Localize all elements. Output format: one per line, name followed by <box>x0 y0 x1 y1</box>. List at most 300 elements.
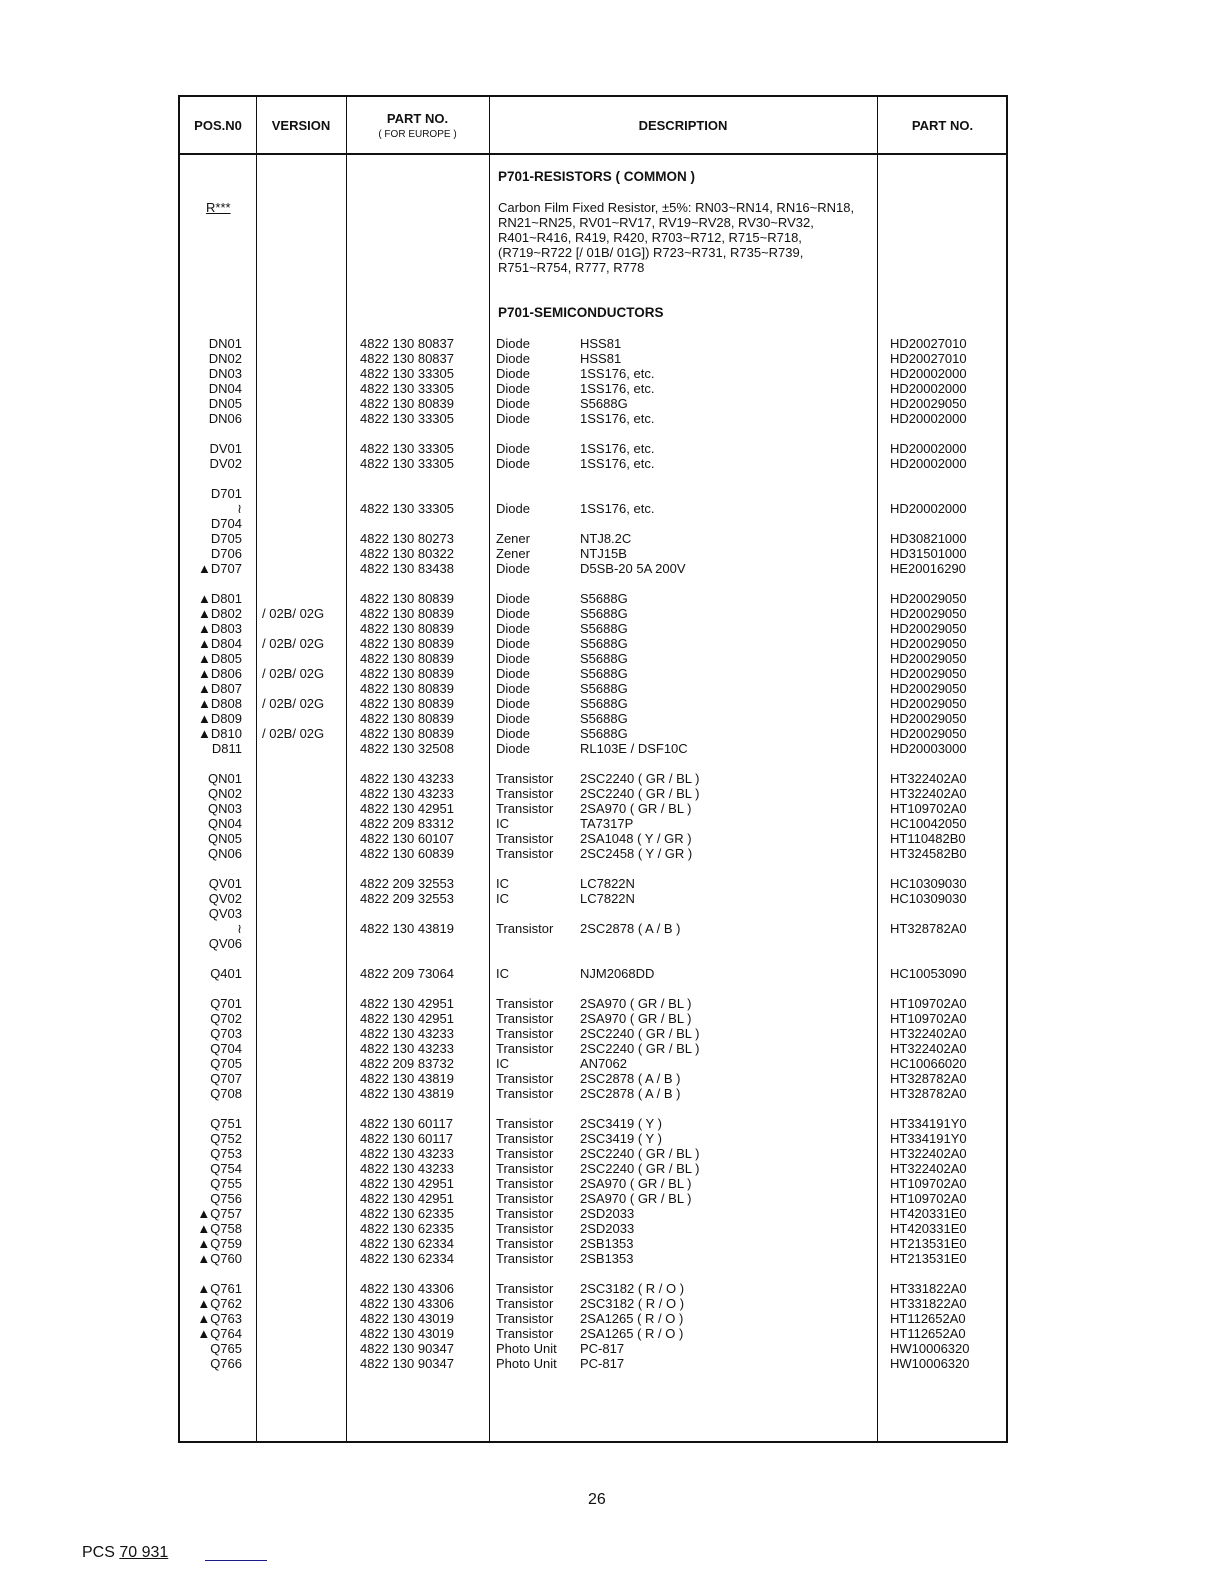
cell-part: 4822 209 73064 <box>360 966 454 981</box>
table-row <box>180 456 1010 471</box>
cell-part: 4822 130 60107 <box>360 831 454 846</box>
cell-part: 4822 130 43233 <box>360 1041 454 1056</box>
cell-name: S5688G <box>580 591 628 606</box>
cell-code: HT328782A0 <box>890 1086 967 1101</box>
cell-part: 4822 130 80837 <box>360 351 454 366</box>
cell-code: HT322402A0 <box>890 1041 967 1056</box>
table-row <box>180 561 1010 576</box>
cell-name: 2SA1048 ( Y / GR ) <box>580 831 692 846</box>
cell-part: 4822 130 43019 <box>360 1326 454 1341</box>
cell-pos: Q755 <box>210 1176 242 1191</box>
cell-code: HE20016290 <box>890 561 966 576</box>
cell-part: 4822 130 42951 <box>360 996 454 1011</box>
cell-type: Transistor <box>496 1116 554 1131</box>
header-pos-label: POS.N0 <box>194 117 242 133</box>
cell-part: 4822 130 33305 <box>360 441 454 456</box>
cell-name: 2SA970 ( GR / BL ) <box>580 1191 692 1206</box>
cell-ver: / 02B/ 02G <box>262 636 325 651</box>
cell-type: Transistor <box>496 1176 554 1191</box>
table-row <box>180 396 1010 411</box>
cell-code: HT213531E0 <box>890 1251 967 1266</box>
cell-name: D5SB-20 5A 200V <box>580 561 686 576</box>
cell-type: Diode <box>496 681 530 696</box>
cell-pos: ▲Q763 <box>197 1311 242 1326</box>
cell-name: TA7317P <box>580 816 634 831</box>
cell-type: Diode <box>496 456 530 471</box>
cell-part: 4822 130 60839 <box>360 846 454 861</box>
table-row <box>180 1251 1010 1266</box>
cell-type: IC <box>496 1056 509 1071</box>
cell-part: 4822 130 80839 <box>360 711 454 726</box>
cell-name: RL103E / DSF10C <box>580 741 688 756</box>
cell-code: HD20029050 <box>890 696 967 711</box>
cell-name: 2SD2033 <box>580 1221 635 1236</box>
table-row <box>180 516 1010 531</box>
table-row <box>180 591 1010 606</box>
cell-pos: Q401 <box>210 966 242 981</box>
table-row <box>180 441 1010 456</box>
cell-name: S5688G <box>580 606 628 621</box>
cell-type: Diode <box>496 651 530 666</box>
table-row <box>180 411 1010 426</box>
cell-name: 2SC2240 ( GR / BL ) <box>580 1026 700 1041</box>
cell-type: Diode <box>496 591 530 606</box>
cell-code: HT109702A0 <box>890 996 967 1011</box>
table-row <box>180 786 1010 801</box>
cell-name: NTJ15B <box>580 546 627 561</box>
cell-name: HSS81 <box>580 351 622 366</box>
document-code-number: 70 931 <box>119 1544 169 1561</box>
cell-code: HC10053090 <box>890 966 967 981</box>
cell-type: Transistor <box>496 1311 554 1326</box>
cell-code: HT213531E0 <box>890 1236 967 1251</box>
document-code <box>82 1544 168 1562</box>
cell-name: S5688G <box>580 726 628 741</box>
cell-pos: ▲Q764 <box>197 1326 242 1341</box>
table-row <box>180 711 1010 726</box>
table-row <box>180 1056 1010 1071</box>
cell-name: 2SC2240 ( GR / BL ) <box>580 1041 700 1056</box>
table-row <box>180 1176 1010 1191</box>
cell-pos: Q703 <box>210 1026 242 1041</box>
table-row <box>180 351 1010 366</box>
header-part-sublabel: ( FOR EUROPE ) <box>378 128 457 140</box>
cell-code: HT322402A0 <box>890 771 967 786</box>
cell-name: S5688G <box>580 681 628 696</box>
cell-code: HD30821000 <box>890 531 967 546</box>
cell-code: HT110482B0 <box>890 831 966 846</box>
cell-pos: Q752 <box>210 1131 242 1146</box>
cell-code: HW10006320 <box>890 1356 970 1371</box>
cell-type: Transistor <box>496 1236 554 1251</box>
cell-code: HT109702A0 <box>890 1011 967 1026</box>
cell-pos: Q704 <box>210 1041 242 1056</box>
cell-pos: DN02 <box>208 351 242 366</box>
cell-type: Transistor <box>496 921 554 936</box>
cell-part: 4822 130 80839 <box>360 621 454 636</box>
cell-code: HD20029050 <box>890 396 967 411</box>
cell-pos: QV03 <box>208 906 242 921</box>
cell-name: 2SC2240 ( GR / BL ) <box>580 1146 700 1161</box>
cell-pos: QV01 <box>208 876 242 891</box>
cell-type: Transistor <box>496 831 554 846</box>
cell-part: 4822 130 43233 <box>360 786 454 801</box>
cell-part: 4822 130 80839 <box>360 651 454 666</box>
cell-pos: QV06 <box>208 936 242 951</box>
header-part-label: PART NO. <box>386 110 449 126</box>
cell-code: HT420331E0 <box>890 1221 967 1236</box>
table-row <box>180 966 1010 981</box>
cell-name: 2SC3419 ( Y ) <box>580 1116 662 1131</box>
table-row <box>180 996 1010 1011</box>
table-row <box>180 936 1010 951</box>
cell-code: HT328782A0 <box>890 1071 967 1086</box>
cell-part: 4822 130 33305 <box>360 381 454 396</box>
cell-name: 2SC2240 ( GR / BL ) <box>580 1161 700 1176</box>
cell-pos: D811 <box>211 741 242 756</box>
cell-name: S5688G <box>580 621 628 636</box>
cell-part: 4822 130 33305 <box>360 411 454 426</box>
table-row <box>180 1041 1010 1056</box>
cell-name: 2SA970 ( GR / BL ) <box>580 801 692 816</box>
cell-name: 2SC2240 ( GR / BL ) <box>580 786 700 801</box>
header-pos-no <box>180 97 256 153</box>
cell-type: Diode <box>496 366 530 381</box>
table-row <box>180 366 1010 381</box>
cell-name: LC7822N <box>580 876 635 891</box>
resistor-description: Carbon Film Fixed Resistor, ±5%: RN03~RN14, RN16~RN18, RN21~RN25, RV01~RV17, RV19~RV28, RV30~RV32, R401~R416, R419, R420, R703~R712, R715~R718, (R719~R722 [/ 01B/ 01G]) R723~R731, R735~R739, R751~R754, R777, R778 <box>498 200 855 275</box>
cell-pos: ▲Q757 <box>197 1206 242 1221</box>
cell-pos: QN03 <box>208 801 242 816</box>
document-code-prefix: PCS <box>82 1544 120 1561</box>
cell-code: HT109702A0 <box>890 1176 967 1191</box>
table-row <box>180 696 1010 711</box>
cell-name: 2SC2240 ( GR / BL ) <box>580 771 700 786</box>
cell-pos: D701 <box>210 486 242 501</box>
cell-part: 4822 130 32508 <box>360 741 454 756</box>
cell-type: Diode <box>496 381 530 396</box>
cell-part: 4822 130 90347 <box>360 1356 454 1371</box>
table-row <box>180 876 1010 891</box>
cell-type: Diode <box>496 741 530 756</box>
cell-pos: ▲Q758 <box>197 1221 242 1236</box>
cell-type: Diode <box>496 396 530 411</box>
cell-pos: DN06 <box>208 411 242 426</box>
cell-type: Transistor <box>496 1131 554 1146</box>
cell-pos: DV02 <box>209 456 242 471</box>
cell-code: HT328782A0 <box>890 921 967 936</box>
cell-pos: D705 <box>210 531 242 546</box>
cell-pos: D704 <box>210 516 242 531</box>
cell-name: 2SD2033 <box>580 1206 635 1221</box>
table-row <box>180 846 1010 861</box>
cell-part: 4822 130 80837 <box>360 336 454 351</box>
cell-type: Transistor <box>496 801 554 816</box>
cell-part: 4822 130 80839 <box>360 606 454 621</box>
cell-pos: DN05 <box>208 396 242 411</box>
cell-part: 4822 130 43306 <box>360 1296 454 1311</box>
cell-part: 4822 130 42951 <box>360 1011 454 1026</box>
cell-name: S5688G <box>580 666 628 681</box>
cell-code: HW10006320 <box>890 1341 970 1356</box>
table-row <box>180 501 1010 516</box>
cell-part: 4822 130 90347 <box>360 1341 454 1356</box>
cell-type: Diode <box>496 501 530 516</box>
cell-part: 4822 130 62335 <box>360 1221 454 1236</box>
cell-part: 4822 130 43819 <box>360 1071 454 1086</box>
cell-code: HD20027010 <box>890 336 967 351</box>
cell-code: HT112652A0 <box>890 1326 966 1341</box>
cell-pos: Q702 <box>210 1011 242 1026</box>
cell-code: HD20002000 <box>890 366 967 381</box>
table-row <box>180 1131 1010 1146</box>
cell-type: Transistor <box>496 1191 554 1206</box>
cell-code: HD20002000 <box>890 411 967 426</box>
cell-part: 4822 130 62334 <box>360 1251 454 1266</box>
cell-pos: Q705 <box>210 1056 242 1071</box>
cell-pos: Q707 <box>210 1071 242 1086</box>
cell-type: Transistor <box>496 1086 554 1101</box>
cell-pos: ▲D805 <box>198 651 242 666</box>
cell-type: Transistor <box>496 1161 554 1176</box>
table-row <box>180 1311 1010 1326</box>
cell-pos: ▲D707 <box>198 561 242 576</box>
cell-part: 4822 130 83438 <box>360 561 454 576</box>
cell-type: Photo Unit <box>496 1356 557 1371</box>
cell-part: 4822 130 80273 <box>360 531 454 546</box>
cell-code: HD20003000 <box>890 741 967 756</box>
cell-code: HT112652A0 <box>890 1311 966 1326</box>
cell-name: 2SA970 ( GR / BL ) <box>580 1011 692 1026</box>
cell-code: HC10309030 <box>890 891 967 906</box>
cell-code: HD20029050 <box>890 711 967 726</box>
cell-pos: QN06 <box>208 846 242 861</box>
section-title-semiconductors: P701-SEMICONDUCTORS <box>498 305 664 320</box>
table-row <box>180 1206 1010 1221</box>
cell-code: HT109702A0 <box>890 801 967 816</box>
cell-code: HD20029050 <box>890 681 967 696</box>
cell-name: 2SC3419 ( Y ) <box>580 1131 662 1146</box>
cell-name: 2SC2878 ( A / B ) <box>580 1071 681 1086</box>
cell-code: HD20029050 <box>890 726 967 741</box>
cell-name: 2SB1353 <box>580 1251 634 1266</box>
table-row <box>180 891 1010 906</box>
cell-part: 4822 130 80322 <box>360 546 454 561</box>
cell-pos: Q765 <box>210 1341 242 1356</box>
cell-type: Transistor <box>496 1146 554 1161</box>
parts-list-table <box>178 95 1008 1443</box>
header-divider <box>180 153 1006 155</box>
cell-part: 4822 130 62334 <box>360 1236 454 1251</box>
cell-type: Diode <box>496 696 530 711</box>
cell-type: Transistor <box>496 1071 554 1086</box>
cell-name: 1SS176, etc. <box>580 381 655 396</box>
table-row <box>180 906 1010 921</box>
cell-type: Transistor <box>496 996 554 1011</box>
cell-code: HD20002000 <box>890 501 967 516</box>
table-row <box>180 681 1010 696</box>
cell-name: 2SC3182 ( R / O ) <box>580 1281 685 1296</box>
cell-ver: / 02B/ 02G <box>262 696 325 711</box>
cell-name: 2SC2878 ( A / B ) <box>580 1086 681 1101</box>
cell-pos: QN01 <box>208 771 242 786</box>
cell-pos: ▲D802 <box>198 606 242 621</box>
table-row <box>180 666 1010 681</box>
cell-code: HT322402A0 <box>890 1161 967 1176</box>
cell-name: NJM2068DD <box>580 966 655 981</box>
cell-pos: DN01 <box>208 336 242 351</box>
cell-part: 4822 130 80839 <box>360 666 454 681</box>
cell-type: Diode <box>496 666 530 681</box>
cell-code: HD20002000 <box>890 456 967 471</box>
cell-code: HC10042050 <box>890 816 967 831</box>
cell-part: 4822 130 80839 <box>360 591 454 606</box>
document-code-underline <box>205 1560 267 1561</box>
cell-code: HD20029050 <box>890 621 967 636</box>
cell-name: S5688G <box>580 696 628 711</box>
cell-type: IC <box>496 966 509 981</box>
cell-part: 4822 130 43819 <box>360 1086 454 1101</box>
cell-pos: QV02 <box>208 891 242 906</box>
cell-name: PC-817 <box>580 1341 625 1356</box>
cell-pos: Q701 <box>210 996 242 1011</box>
header-description-label: DESCRIPTION <box>638 117 728 133</box>
cell-type: IC <box>496 816 509 831</box>
cell-type: Zener <box>496 531 530 546</box>
table-row <box>180 1221 1010 1236</box>
cell-type: Diode <box>496 636 530 651</box>
table-row <box>180 1281 1010 1296</box>
resistor-ref: R*** <box>206 200 231 215</box>
cell-type: Diode <box>496 711 530 726</box>
cell-part: 4822 130 43819 <box>360 921 454 936</box>
cell-code: HD20029050 <box>890 636 967 651</box>
cell-type: Transistor <box>496 771 554 786</box>
cell-name: S5688G <box>580 711 628 726</box>
header-part-no <box>877 97 1008 153</box>
table-row <box>180 1161 1010 1176</box>
cell-pos: ▲Q761 <box>197 1281 242 1296</box>
table-row <box>180 636 1010 651</box>
cell-name: 2SA1265 ( R / O ) <box>580 1311 684 1326</box>
cell-code: HD20027010 <box>890 351 967 366</box>
cell-pos: Q751 <box>210 1116 242 1131</box>
cell-name: HSS81 <box>580 336 622 351</box>
cell-part: 4822 209 83732 <box>360 1056 454 1071</box>
cell-pos: DV01 <box>209 441 242 456</box>
cell-type: Transistor <box>496 1296 554 1311</box>
cell-name: 2SC2458 ( Y / GR ) <box>580 846 693 861</box>
cell-name: PC-817 <box>580 1356 625 1371</box>
cell-name: 2SC2878 ( A / B ) <box>580 921 681 936</box>
table-row <box>180 1326 1010 1341</box>
cell-type: Transistor <box>496 1011 554 1026</box>
cell-pos: ▲D810 <box>198 726 242 741</box>
page-number: 26 <box>588 1491 606 1508</box>
table-row <box>180 531 1010 546</box>
cell-pos: Q753 <box>210 1146 242 1161</box>
cell-code: HT322402A0 <box>890 1146 967 1161</box>
table-row <box>180 1116 1010 1131</box>
cell-type: Diode <box>496 726 530 741</box>
cell-pos: D706 <box>210 546 242 561</box>
cell-code: HT109702A0 <box>890 1191 967 1206</box>
table-row <box>180 606 1010 621</box>
cell-pos: ▲D801 <box>198 591 242 606</box>
cell-code: HT322402A0 <box>890 786 967 801</box>
cell-name: 1SS176, etc. <box>580 501 655 516</box>
cell-code: HD20029050 <box>890 651 967 666</box>
cell-type: Diode <box>496 621 530 636</box>
cell-name: S5688G <box>580 396 628 411</box>
cell-ver: / 02B/ 02G <box>262 666 325 681</box>
cell-part: 4822 130 42951 <box>360 801 454 816</box>
cell-pos: ▲D808 <box>198 696 242 711</box>
cell-code: HD20002000 <box>890 381 967 396</box>
cell-code: HD20029050 <box>890 606 967 621</box>
table-row <box>180 381 1010 396</box>
header-part2-label: PART NO. <box>911 117 974 133</box>
section-title-resistors: P701-RESISTORS ( COMMON ) <box>498 169 696 184</box>
table-row <box>180 831 1010 846</box>
table-row <box>180 651 1010 666</box>
table-row <box>180 546 1010 561</box>
cell-pos: QN05 <box>208 831 242 846</box>
cell-part: 4822 130 60117 <box>360 1116 454 1131</box>
table-row <box>180 1356 1010 1371</box>
cell-pos: QN02 <box>208 786 242 801</box>
cell-name: 2SA970 ( GR / BL ) <box>580 996 692 1011</box>
cell-part: 4822 130 43233 <box>360 771 454 786</box>
table-row <box>180 921 1010 936</box>
cell-code: HC10309030 <box>890 876 967 891</box>
cell-part: 4822 130 80839 <box>360 696 454 711</box>
cell-part: 4822 130 80839 <box>360 726 454 741</box>
cell-pos: ▲Q762 <box>197 1296 242 1311</box>
header-description <box>489 97 877 153</box>
cell-pos: ▲Q759 <box>197 1236 242 1251</box>
table-row <box>180 1236 1010 1251</box>
cell-part: 4822 130 80839 <box>360 396 454 411</box>
table-row <box>180 1191 1010 1206</box>
cell-part: 4822 130 62335 <box>360 1206 454 1221</box>
cell-pos: QN04 <box>208 816 242 831</box>
cell-part: 4822 209 83312 <box>360 816 454 831</box>
table-row <box>180 1086 1010 1101</box>
cell-type: Transistor <box>496 1221 554 1236</box>
cell-name: 1SS176, etc. <box>580 441 655 456</box>
cell-pos: Q708 <box>210 1086 242 1101</box>
table-row <box>180 1071 1010 1086</box>
cell-type: Zener <box>496 546 530 561</box>
cell-code: HD20029050 <box>890 591 967 606</box>
cell-name: S5688G <box>580 651 628 666</box>
cell-name: 1SS176, etc. <box>580 411 655 426</box>
cell-part: 4822 130 80839 <box>360 636 454 651</box>
cell-name: AN7062 <box>580 1056 627 1071</box>
cell-part: 4822 130 33305 <box>360 456 454 471</box>
cell-pos: Q756 <box>210 1191 242 1206</box>
cell-type: Transistor <box>496 1281 554 1296</box>
cell-ver: / 02B/ 02G <box>262 726 325 741</box>
cell-pos: ▲D803 <box>198 621 242 636</box>
table-row <box>180 771 1010 786</box>
table-row <box>180 1026 1010 1041</box>
cell-code: HT331822A0 <box>890 1296 967 1311</box>
cell-code: HT322402A0 <box>890 1026 967 1041</box>
cell-type: Transistor <box>496 1041 554 1056</box>
header-version-label: VERSION <box>271 117 331 133</box>
